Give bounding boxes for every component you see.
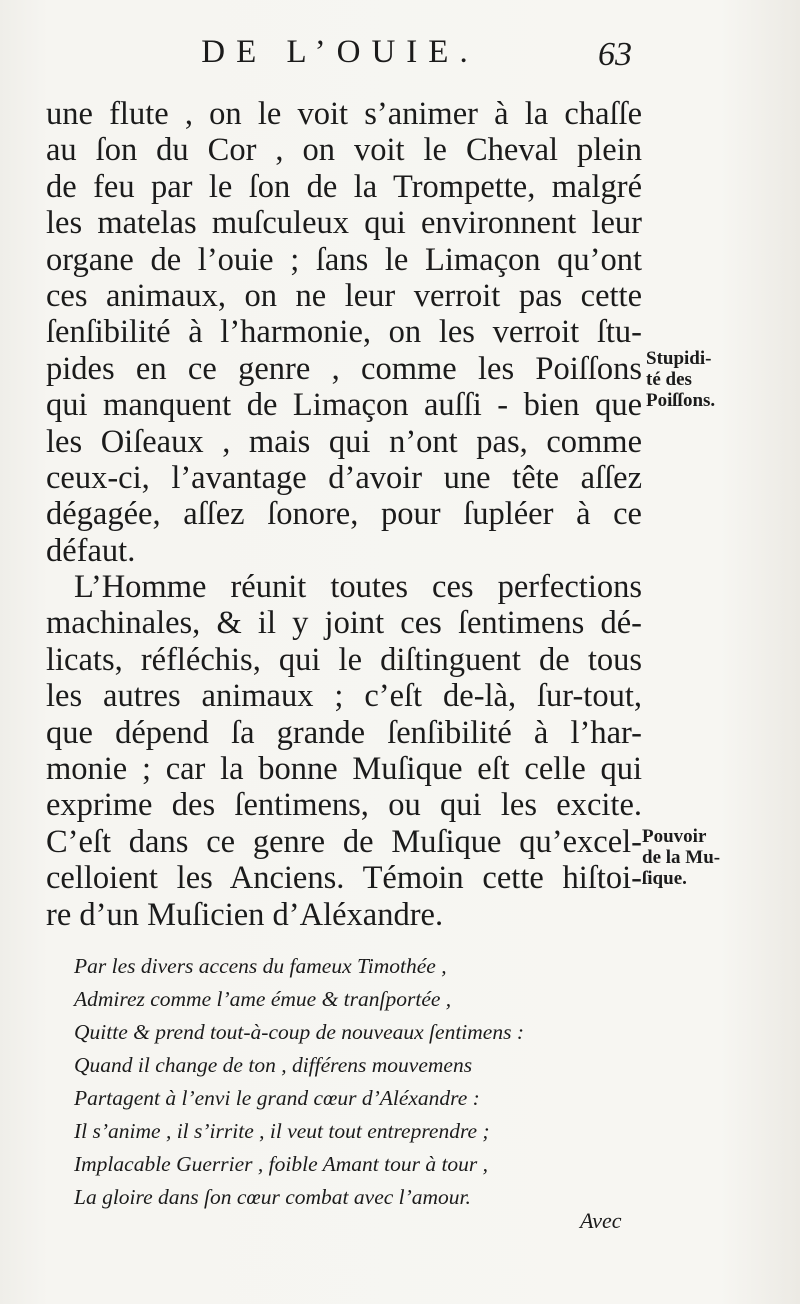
- verse-line: Par les divers accens du fameux Timothée ,: [74, 954, 447, 978]
- verse-line: La gloire dans ſon cœur combat avec l’amour.: [74, 1185, 471, 1209]
- text-line: exprime des ſentimens, ou qui les excite.: [46, 787, 642, 824]
- running-title: DE L’OUIE.: [201, 34, 479, 70]
- text-line: les Oiſeaux , mais qui n’ont pas, comme: [46, 423, 642, 460]
- text-line: les autres animaux ; c’eſt de-là, ſur-tout,: [46, 678, 642, 715]
- catchword: Avec: [580, 1208, 622, 1233]
- text-line: monie ; car la bonne Muſique eſt celle qui: [46, 751, 642, 788]
- margin-note-pouvoir: [642, 826, 720, 889]
- text-line: C’eſt dans ce genre de Muſique qu’excel-: [46, 823, 642, 860]
- text-line: pides en ce genre , comme les Poiſſons: [46, 350, 642, 387]
- margin-note-line: té des: [646, 369, 692, 390]
- verse-line: Implacable Guerrier , foible Amant tour à tour ,: [74, 1152, 489, 1176]
- text-line: L’Homme réunit toutes ces perfections: [74, 569, 642, 606]
- text-line: une flute , on le voit s’animer à la chaſſe: [46, 96, 642, 132]
- text-line: machinales, & il y joint ces ſentimens dé-: [46, 605, 642, 642]
- verse-line: Admirez comme l’ame émue & tranſportée ,: [74, 987, 452, 1011]
- text-line: qui manquent de Limaçon auſſi - bien que: [46, 387, 642, 424]
- margin-note-line: Stupidi-: [646, 348, 712, 369]
- text-line: dégagée, aſſez ſonore, pour ſupléer à ce: [46, 496, 642, 533]
- verse-line: Partagent à l’envi le grand cœur d’Aléxandre :: [74, 1086, 480, 1110]
- text-line: ceux-ci, l’avantage d’avoir une tête aſſez: [46, 459, 642, 496]
- main-text: [46, 96, 642, 933]
- text-line: ſenſibilité à l’harmonie, on les verroit ſtu-: [46, 314, 642, 351]
- text-line: de feu par le ſon de la Trompette, malgré: [46, 168, 642, 205]
- page-number: 63: [598, 36, 632, 73]
- text-line: que dépend ſa grande ſenſibilité à l’har-: [46, 714, 642, 751]
- text-line: re d’un Muſicien d’Aléxandre.: [46, 896, 444, 933]
- text-line: celloient les Anciens. Témoin cette hiſtoi-: [46, 860, 642, 897]
- text-line: ces animaux, on ne leur verroit pas cette: [46, 277, 642, 314]
- margin-note-line: Pouvoir: [642, 826, 707, 847]
- margin-note-line: de la Mu-: [642, 847, 721, 868]
- verse-line: Il s’anime , il s’irrite , il veut tout entreprendre ;: [74, 1119, 490, 1143]
- text-line: organe de l’ouie ; ſans le Limaçon qu’ont: [46, 241, 642, 278]
- verse-line: Quitte & prend tout-à-coup de nouveaux ſentimens :: [74, 1020, 524, 1044]
- verse-line: Quand il change de ton , différens mouvemens: [74, 1053, 473, 1077]
- margin-note-stupidite: [646, 348, 715, 411]
- text-line: au ſon du Cor , on voit le Cheval plein: [46, 132, 642, 169]
- text-line: licats, réfléchis, qui le diſtinguent de tous: [46, 641, 642, 678]
- text-line: défaut.: [46, 532, 136, 569]
- margin-note-line: Poiſſons.: [646, 390, 716, 411]
- text-line: les matelas muſculeux qui environnent leur: [46, 205, 642, 242]
- verse-quotation: [74, 950, 634, 1214]
- margin-note-line: ſique.: [642, 868, 687, 889]
